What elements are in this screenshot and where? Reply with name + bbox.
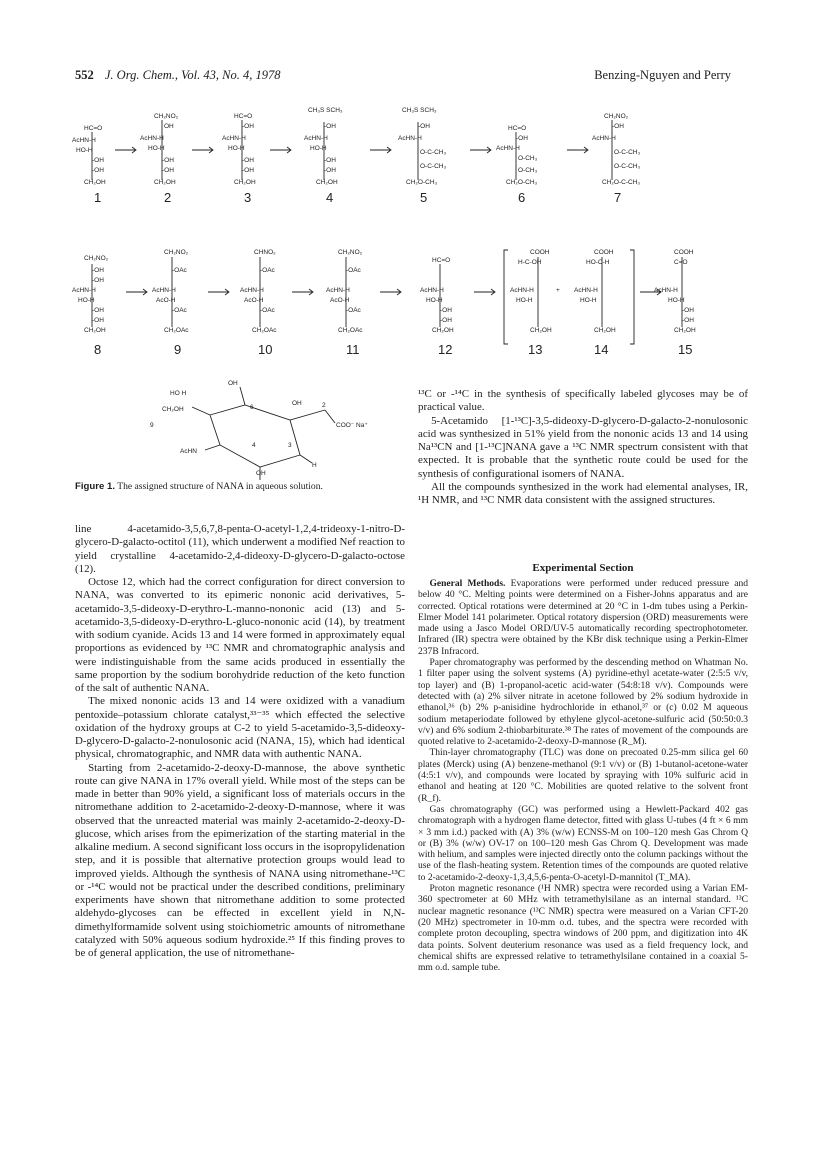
svg-text:CH₂NO₂: CH₂NO₂	[84, 255, 109, 262]
svg-text:AcHN-H: AcHN-H	[326, 287, 350, 294]
svg-text:CH₂OH: CH₂OH	[84, 327, 106, 334]
svg-text:AcHN-H: AcHN-H	[72, 137, 96, 144]
svg-text:-OAc: -OAc	[346, 267, 361, 274]
svg-text:HO-H: HO-H	[668, 297, 685, 304]
svg-text:AcHN-H: AcHN-H	[654, 287, 678, 294]
svg-text:-OH: -OH	[440, 307, 452, 314]
svg-text:HO-H: HO-H	[310, 145, 327, 152]
compound-11: 11	[346, 342, 360, 357]
compound-10: 10	[258, 342, 273, 357]
running-authors: Benzing-Nguyen and Perry	[594, 68, 731, 82]
compound-15: 15	[678, 342, 693, 357]
svg-text:-OH: -OH	[162, 167, 174, 174]
svg-text:CH₂OH: CH₂OH	[316, 179, 338, 186]
reaction-scheme	[70, 92, 750, 367]
svg-text:CH₃S SCH₃: CH₃S SCH₃	[402, 107, 437, 114]
svg-text:AcHN-H: AcHN-H	[574, 287, 598, 294]
compound-2: 2	[164, 190, 172, 205]
svg-text:O-CH₃: O-CH₃	[518, 167, 538, 174]
compound-13: 13	[528, 342, 543, 357]
svg-text:CH₂OH: CH₂OH	[674, 327, 696, 334]
page-header	[75, 68, 731, 86]
compound-9: 9	[174, 342, 182, 357]
svg-text:AcHN-H: AcHN-H	[222, 135, 246, 142]
svg-text:AcHN-H: AcHN-H	[240, 287, 264, 294]
svg-text:HO H: HO H	[170, 390, 187, 397]
paragraph: Octose 12, which had the correct configuration for direct conversion to NANA, was converted to its epimeric nononic acid derivatives, 5-acetamido-3,5-dideoxy-D-erythro-L-manno-nononic acid (13) and 5-acetamido-3,5-dideoxy-D-erythro-L-gluco-nononic acid (14), by treatment with sodium cyanide. Acids 13 and 14 were formed in approximately equal proportions as evidenced by ¹³C NMR and chromatographic analysis and were indistinguishable from the same acids produced in essentially the same proportion by the sodium borohydride reduction of the keto function of the salt of authentic NANA.	[75, 576, 405, 694]
svg-text:OH: OH	[256, 470, 266, 477]
paragraph: The mixed nononic acids 13 and 14 were oxidized with a vanadium pentoxide–potassium chlorate catalyst,³³⁻³⁵ which effected the selective oxidation of the hydroxy groups at C-2 to yield 5-acetamido-3,5-dideoxy-D-glycero-D-galacto-2-nonulosonic acid (NANA, 15), which had identical physical, chromatographic, and NMR data with authentic NANA.	[75, 695, 405, 761]
left-column	[75, 523, 405, 960]
compound-6: 6	[518, 190, 526, 205]
svg-text:4: 4	[252, 442, 256, 449]
nana-structure-figure	[150, 375, 400, 485]
svg-text:9: 9	[150, 422, 154, 429]
svg-text:AcHN-H: AcHN-H	[420, 287, 444, 294]
paragraph: ¹³C or -¹⁴C in the synthesis of specifically labeled glycoses may be of practical value.	[418, 388, 748, 414]
svg-text:-OH: -OH	[324, 123, 336, 130]
svg-text:OH: OH	[292, 400, 302, 407]
svg-text:AcHN-H: AcHN-H	[496, 145, 520, 152]
paragraph: line 4-acetamido-3,5,6,7,8-penta-O-acetyl-1,2,4-trideoxy-1-nitro-D-glycero-D-galacto-octitol (11), which underwent a modified Nef reaction to yield crystalline 4-acetamido-2,4-dideoxy-D-glycero-D-galacto-octose (12).	[75, 523, 405, 575]
svg-text:COOH: COOH	[674, 249, 694, 256]
svg-text:H-C-OH: H-C-OH	[518, 259, 542, 266]
svg-text:CH₂NO₂: CH₂NO₂	[604, 113, 629, 120]
paragraph: Starting from 2-acetamido-2-deoxy-D-mannose, the above synthetic route can give NANA in 17% overall yield. While most of the steps can be made in better than 90% yield, a significant loss of materials occurs in the nitromethane addition to 2-acetamido-2-deoxy-D-mannose, where it was observed that the unreacted material was mainly 2-acetamido-2-deoxy-D-glucose, which arises from the epimerization of the starting material in the alkaline medium. A second significant loss occurs in the isopropylidenation step, and it is possible that alternative protection groups would lead to improved yields. Although the synthesis of NANA using nitromethane-¹³C or -¹⁴C would not be practical under the described conditions, preliminary experiments have shown that nitromethane addition to some protected aldehydo-glycoses can be effected in excellent yield in N,N-dimethylformamide solvent using stoichiometric amounts of nitromethane catalyzed with 50% aqueous sodium hydroxide.²⁵ If this finding proves to be of general application, the use of nitromethane-	[75, 761, 405, 959]
svg-text:-OH: -OH	[242, 123, 254, 130]
svg-text:O-C-CH₃: O-C-CH₃	[614, 163, 641, 170]
svg-text:O-CH₃: O-CH₃	[518, 155, 538, 162]
svg-text:CH₃S SCH₃: CH₃S SCH₃	[308, 107, 343, 114]
svg-text:CH₂OH: CH₂OH	[154, 179, 176, 186]
svg-text:AcO-H: AcO-H	[156, 297, 176, 304]
svg-text:-OH: -OH	[612, 123, 624, 130]
svg-text:-OAc: -OAc	[346, 307, 361, 314]
svg-text:CH₂O-CH₃: CH₂O-CH₃	[406, 179, 438, 186]
svg-text:COOH: COOH	[530, 249, 550, 256]
svg-text:AcHN-H: AcHN-H	[152, 287, 176, 294]
paragraph: 5-Acetamido [1-¹³C]-3,5-dideoxy-D-glycero-D-galacto-2-nonulosonic acid was synthesized in 51% yield from the nononic acids 13 and 14 using Na¹³CN and [1-¹³C]NANA gave a ¹³C NMR spectrum consistent with that expected. It is probable that the synthetic route could be used for the synthesis of configurational isomers of NANA.	[418, 414, 748, 480]
paragraph: Gas chromatography (GC) was performed using a Hewlett-Packard 402 gas chromatograph with a hydrogen flame detector, fitted with glass U-tubes (4 ft × 6 mm × 3 mm i.d.) packed with (A) 3% (w/w) ECNSS-M on 100–120 mesh Gas Chrom Q or (B) 3% (w/w) OV-17 on 100–120 mesh Gas Chrom Q. Development was made with helium, and samples were injected directly onto the column packings without the use of the flash-heating system. Retention times of the compounds are quoted relative to 2-acetamido-2-deoxy-1,3,4,5,6-penta-O-acetyl-D-mannitol (T_MA).	[418, 803, 748, 883]
svg-text:-OH: -OH	[682, 317, 694, 324]
compound-7: 7	[614, 190, 622, 205]
svg-text:AcHN-H: AcHN-H	[510, 287, 534, 294]
svg-text:COO⁻ Na⁺: COO⁻ Na⁺	[336, 422, 368, 429]
svg-text:OH: OH	[164, 123, 174, 130]
journal-citation: J. Org. Chem., Vol. 43, No. 4, 1978	[104, 68, 281, 82]
svg-text:CH₂OH: CH₂OH	[530, 327, 552, 334]
experimental-section	[418, 578, 748, 973]
svg-text:HO-C-H: HO-C-H	[586, 259, 610, 266]
compound-5: 5	[420, 190, 428, 205]
paragraph-text: Evaporations were performed under reduced pressure and below 40 °C. Melting points were determined on a Fisher-Johns apparatus and are corrected. Optical rotations were determined at 20 °C in 1-dm tubes using a Perkin-Elmer Model 141 polarimeter. Optical rotatory dispersion (ORD) measurements were made using a Jasco Model ORD/UV-5 automatically recording spectrophotometer. Infrared (IR) spectra were obtained by the KBr disk technique using a Perkin-Elmer 237B Infracord.	[418, 578, 749, 657]
svg-text:-OAc: -OAc	[260, 307, 275, 314]
paragraph: Paper chromatography was performed by the descending method on Whatman No. 1 filter paper using the solvent systems (A) pyridine-ethyl acetate-water (2:5:5 v/v, top layer) and (B) 1-propanol-acetic acid-water (54:8:18 v/v). Compounds were detected with (a) 2% silver nitrate in acetone followed by 2% sodium hydroxide in ethanol,³⁶ (b) 2% p-anisidine hydrochloride in ethanol,³⁷ or (c) 0.02 M aqueous sodium metaperiodate followed by ethylene glycol-acetone-sulfuric acid (50:50:0.3 v/v) and 6% sodium 2-thiobarbiturate.³⁸ The rates of movement of the compounds are quoted relative to 2-acetamido-2-deoxy-D-mannose (R_M).	[418, 657, 748, 748]
svg-text:AcHN: AcHN	[180, 448, 197, 455]
section-heading: Experimental Section	[532, 562, 634, 574]
paragraph: Proton magnetic resonance (¹H NMR) spectra were recorded using a Varian EM-360 spectrometer at 60 MHz with tetramethylsilane as an internal standard. ¹³C nuclear magnetic resonance (¹³C NMR) spectra were measured on a Varian CFT-20 (20 MHz) spectrometer in 10-mm o.d. tubes, and the spectra were recorded with complete proton decoupling, spectra windows of 200 ppm, and digitization into 4K data points. Solvent deuterium resonance was used as a field frequency lock, and chemical shifts are expressed relative to tetramethylsilane contained in a coaxial 5-mm o.d. sample tube.	[418, 883, 748, 974]
svg-text:CH₂NO₂: CH₂NO₂	[164, 249, 189, 256]
figure-caption-label: Figure 1.	[75, 481, 115, 492]
page-number: 552	[75, 68, 94, 82]
compound-4: 4	[326, 190, 334, 205]
svg-text:HC=O: HC=O	[432, 257, 451, 264]
svg-text:CH₂OAc: CH₂OAc	[252, 327, 277, 334]
svg-text:HO-H: HO-H	[76, 147, 93, 154]
svg-text:HO-H: HO-H	[580, 297, 597, 304]
svg-text:-OH: -OH	[162, 157, 174, 164]
right-column-intro	[418, 388, 748, 507]
svg-text:-OH: -OH	[92, 167, 104, 174]
paragraph: Thin-layer chromatography (TLC) was done on precoated 0.25-mm silica gel 60 plates (Merck) using (A) benzene-methanol (9:1 v/v) or (B) 1-butanol-acetone-water (4:5:1 v/v), and compounds were located by spraying with 10% sulfuric acid in ethanol and heating at 120 °C. Mobilities are quoted relative to the solvent front (R_f).	[418, 747, 748, 804]
svg-text:-OH: -OH	[92, 307, 104, 314]
svg-text:-OAc: -OAc	[172, 307, 187, 314]
svg-text:AcHN-H: AcHN-H	[140, 135, 164, 142]
figure-caption	[75, 481, 405, 492]
svg-text:CH₂O-C-CH₃: CH₂O-C-CH₃	[602, 179, 641, 186]
svg-text:-OH: -OH	[92, 267, 104, 274]
svg-text:O-C-CH₃: O-C-CH₃	[614, 149, 641, 156]
svg-text:HO-H: HO-H	[78, 297, 95, 304]
svg-text:-OAc: -OAc	[172, 267, 187, 274]
svg-text:HO-H: HO-H	[516, 297, 533, 304]
svg-text:-OH: -OH	[682, 307, 694, 314]
paragraph: All the compounds synthesized in the work had elemental analyses, IR, ¹H NMR, and ¹³C NMR data consistent with the assigned structures.	[418, 480, 748, 506]
svg-text:-OH: -OH	[440, 317, 452, 324]
svg-text:HC=O: HC=O	[84, 125, 103, 132]
paragraph	[418, 578, 748, 657]
compound-12: 12	[438, 342, 453, 357]
svg-text:H: H	[312, 462, 317, 469]
svg-text:C=O: C=O	[674, 259, 688, 266]
svg-text:CH₂OH: CH₂OH	[234, 179, 256, 186]
svg-text:CH₂OAc: CH₂OAc	[164, 327, 189, 334]
compound-1: 1	[94, 190, 102, 205]
svg-text:CH₂NO₂: CH₂NO₂	[338, 249, 363, 256]
svg-text:O-C-CH₃: O-C-CH₃	[420, 163, 447, 170]
svg-text:-OH: -OH	[242, 167, 254, 174]
svg-text:-OH: -OH	[324, 157, 336, 164]
paragraph-run-in-heading: General Methods.	[429, 578, 506, 589]
reaction-scheme-drawing	[70, 92, 750, 367]
svg-text:-OH: -OH	[92, 157, 104, 164]
svg-text:CH₂OH: CH₂OH	[84, 179, 106, 186]
svg-text:AcO-H: AcO-H	[244, 297, 264, 304]
svg-text:3: 3	[288, 442, 292, 449]
nana-chair-drawing	[150, 375, 400, 485]
svg-text:OH: OH	[228, 380, 238, 387]
svg-text:AcHN-H: AcHN-H	[398, 135, 422, 142]
svg-text:COOH: COOH	[594, 249, 614, 256]
svg-text:CH₂OH: CH₂OH	[432, 327, 454, 334]
svg-text:-OH: -OH	[242, 157, 254, 164]
svg-text:CHNO₂: CHNO₂	[254, 249, 276, 256]
compound-3: 3	[244, 190, 252, 205]
svg-text:CH₂O-CH₃: CH₂O-CH₃	[506, 179, 538, 186]
svg-text:6: 6	[250, 404, 254, 411]
svg-text:HO-H: HO-H	[228, 145, 245, 152]
svg-text:HC=O: HC=O	[508, 125, 527, 132]
svg-text:O-C-CH₃: O-C-CH₃	[420, 149, 447, 156]
compound-8: 8	[94, 342, 102, 357]
svg-text:CH₂NO₂: CH₂NO₂	[154, 113, 179, 120]
header-left	[75, 68, 288, 86]
svg-text:CH₂OAc: CH₂OAc	[338, 327, 363, 334]
figure-caption-text: The assigned structure of NANA in aqueous solution.	[114, 481, 323, 492]
svg-text:AcHN-H: AcHN-H	[592, 135, 616, 142]
svg-text:-OAc: -OAc	[260, 267, 275, 274]
svg-text:-OH: -OH	[92, 317, 104, 324]
svg-text:-OH: -OH	[92, 277, 104, 284]
svg-text:CH₂OH: CH₂OH	[594, 327, 616, 334]
svg-text:AcO-H: AcO-H	[330, 297, 350, 304]
compound-14: 14	[594, 342, 609, 357]
svg-text:-OH: -OH	[516, 135, 528, 142]
svg-text:+: +	[556, 287, 560, 294]
svg-text:2: 2	[322, 402, 326, 409]
svg-text:AcHN-H: AcHN-H	[304, 135, 328, 142]
svg-text:-OH: -OH	[418, 123, 430, 130]
svg-text:-OH: -OH	[324, 167, 336, 174]
svg-text:CH₂OH: CH₂OH	[162, 406, 184, 413]
svg-text:HO-H: HO-H	[148, 145, 165, 152]
svg-text:HC=O: HC=O	[234, 113, 253, 120]
svg-text:HO-H: HO-H	[426, 297, 443, 304]
svg-text:AcHN-H: AcHN-H	[72, 287, 96, 294]
